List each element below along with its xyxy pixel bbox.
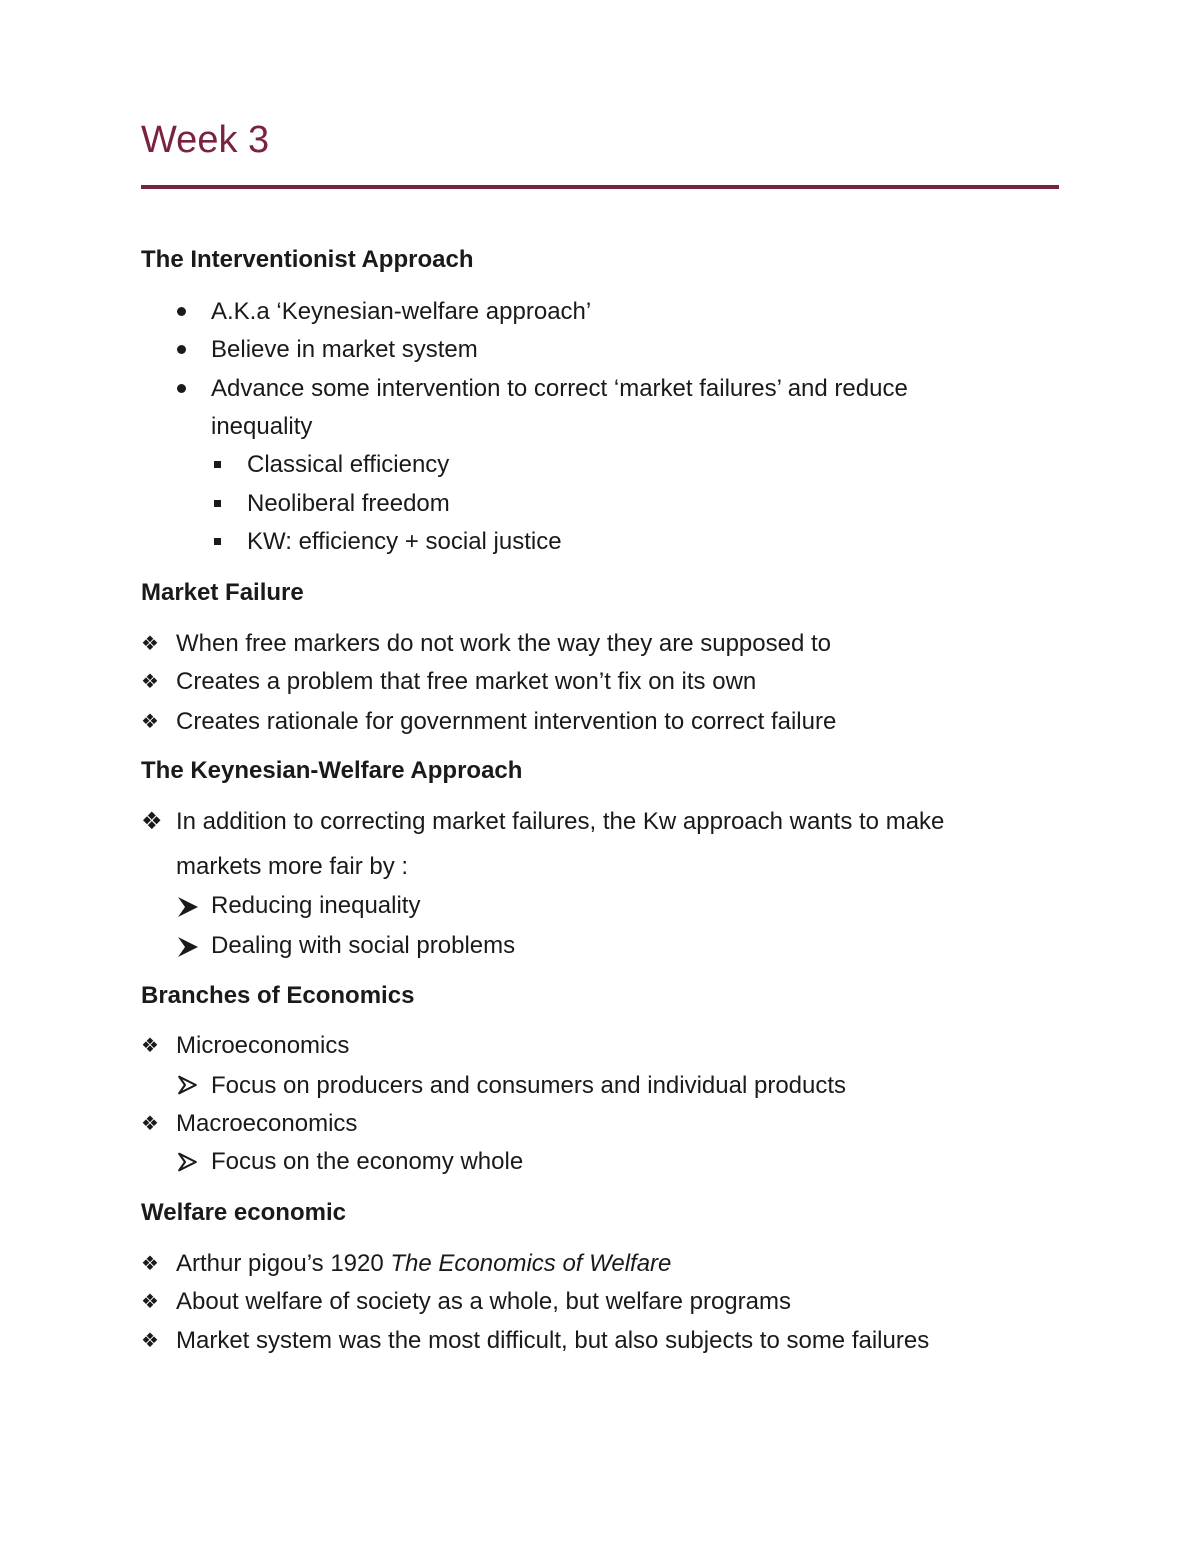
- list-item: Believe in market system: [211, 336, 478, 363]
- section-heading-interventionist: The Interventionist Approach: [141, 246, 474, 273]
- round-bullet-icon: [177, 307, 186, 316]
- section-heading-welfare-economic: Welfare economic: [141, 1199, 346, 1226]
- list-item: In addition to correcting market failures, the Kw approach wants to make: [176, 808, 945, 835]
- sub-list-item: Reducing inequality: [211, 892, 421, 919]
- section-heading-market-failure: Market Failure: [141, 579, 304, 606]
- sub-list-item: KW: efficiency + social justice: [247, 528, 562, 555]
- list-item: A.K.a ‘Keynesian-welfare approach’: [211, 298, 592, 325]
- square-bullet-icon: [214, 500, 221, 507]
- list-item-continuation: markets more fair by :: [176, 853, 409, 880]
- arrowhead-icon: [177, 1075, 198, 1095]
- sub-list-item: Focus on producers and consumers and individual products: [211, 1072, 847, 1099]
- list-item: About welfare of society as a whole, but welfare programs: [176, 1288, 791, 1315]
- list-item: Macroeconomics: [176, 1110, 358, 1137]
- list-item: Creates rationale for government intervention to correct failure: [176, 708, 837, 735]
- square-bullet-icon: [214, 538, 221, 545]
- four-diamond-icon: ❖: [141, 633, 159, 655]
- page-title: Week 3: [141, 119, 270, 161]
- arrowhead-icon: [176, 935, 200, 959]
- arrowhead-icon: [176, 895, 200, 919]
- section-heading-branches: Branches of Economics: [141, 982, 415, 1009]
- list-item: Microeconomics: [176, 1032, 350, 1059]
- list-item: Advance some intervention to correct ‘market failures’ and reduce: [211, 375, 908, 402]
- four-diamond-icon: ❖: [141, 1113, 159, 1135]
- title-divider: [141, 185, 1059, 189]
- sub-list-item: Neoliberal freedom: [247, 490, 450, 517]
- list-item-text: Arthur pigou’s 1920: [176, 1250, 391, 1277]
- list-item: Creates a problem that free market won’t fix on its own: [176, 668, 757, 695]
- four-diamond-icon: ❖: [141, 711, 159, 733]
- round-bullet-icon: [177, 384, 186, 393]
- four-diamond-icon: ❖: [141, 1330, 159, 1352]
- section-heading-keynesian-welfare: The Keynesian-Welfare Approach: [141, 757, 523, 784]
- round-bullet-icon: [177, 345, 186, 354]
- list-item: [176, 1249, 671, 1279]
- list-item: When free markers do not work the way they are supposed to: [176, 630, 831, 657]
- four-diamond-icon: ❖: [141, 1291, 159, 1313]
- four-diamond-icon: ❖: [141, 1253, 159, 1275]
- four-diamond-icon: ❖: [141, 671, 159, 693]
- list-item-continuation: inequality: [211, 413, 313, 440]
- list-item: Market system was the most difficult, but also subjects to some failures: [176, 1327, 930, 1354]
- four-diamond-icon: ❖: [141, 808, 163, 835]
- four-diamond-icon: ❖: [141, 1035, 159, 1057]
- book-title: The Economics of Welfare: [390, 1250, 672, 1277]
- square-bullet-icon: [214, 461, 221, 468]
- arrowhead-icon: [177, 1152, 198, 1172]
- sub-list-item: Dealing with social problems: [211, 932, 516, 959]
- sub-list-item: Focus on the economy whole: [211, 1148, 524, 1175]
- sub-list-item: Classical efficiency: [247, 451, 450, 478]
